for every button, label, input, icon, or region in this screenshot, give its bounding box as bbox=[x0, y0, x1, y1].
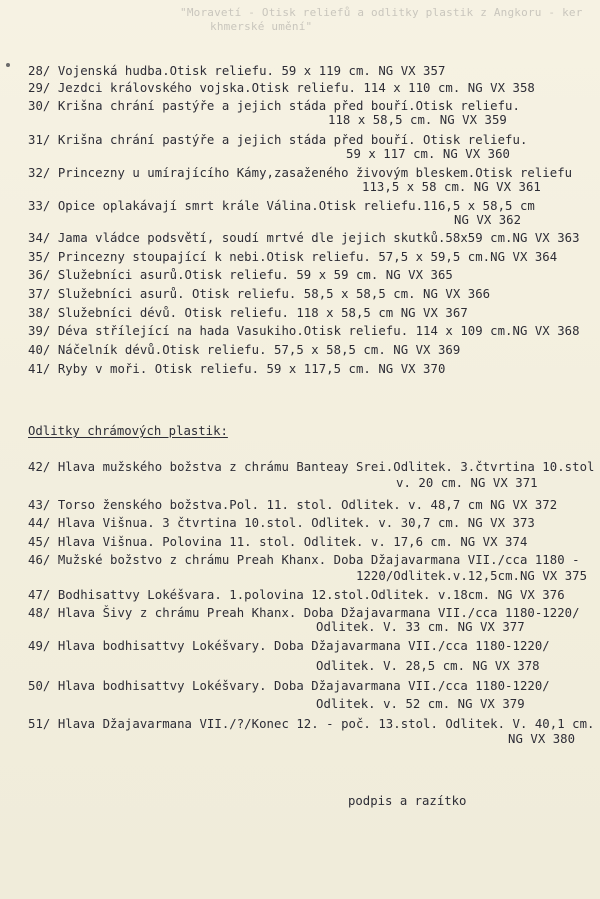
entry-50: 50/ Hlava bodhisattvy Lokéšvary. Doba Džajavarmana VII./cca 1180-1220/ bbox=[28, 679, 550, 693]
entry-35: 35/ Princezny stoupající k nebi.Otisk reliefu. 57,5 x 59,5 cm.NG VX 364 bbox=[28, 250, 558, 264]
entry-42: 42/ Hlava mužského božstva z chrámu Banteay Srei.Odlitek. 3.čtvrtina 10.stol bbox=[28, 460, 595, 474]
entry-31: 31/ Krišna chrání pastýře a jejich stáda před bouří. Otisk reliefu. bbox=[28, 133, 528, 147]
entry-30: 30/ Krišna chrání pastýře a jejich stáda před bouří.Otisk reliefu. bbox=[28, 99, 520, 113]
entry-39: 39/ Déva střílející na hada Vasukiho.Otisk reliefu. 114 x 109 cm.NG VX 368 bbox=[28, 324, 580, 338]
entry-43: 43/ Torso ženského božstva.Pol. 11. stol. Odlitek. v. 48,7 cm NG VX 372 bbox=[28, 498, 558, 512]
entry-31-cont: 59 x 117 cm. NG VX 360 bbox=[346, 147, 510, 161]
signature-label: podpis a razítko bbox=[348, 794, 467, 808]
margin-mark bbox=[6, 63, 10, 67]
entry-29: 29/ Jezdci královského vojska.Otisk reliefu. 114 x 110 cm. NG VX 358 bbox=[28, 81, 535, 95]
entry-28: 28/ Vojenská hudba.Otisk reliefu. 59 x 119 cm. NG VX 357 bbox=[28, 64, 446, 78]
entry-46: 46/ Mužské božstvo z chrámu Preah Khanx. Doba Džajavarmana VII./cca 1180 - bbox=[28, 553, 580, 567]
entry-48-cont: Odlitek. V. 33 cm. NG VX 377 bbox=[316, 620, 525, 634]
entry-46-cont: 1220/Odlitek.v.12,5cm.NG VX 375 bbox=[356, 569, 588, 583]
ghost-header-line-1: "Moravetí - Otisk reliefů a odlitky plastik z Angkoru - ker bbox=[180, 6, 583, 19]
entry-30-cont: 118 x 58,5 cm. NG VX 359 bbox=[328, 113, 507, 127]
entry-50-cont: Odlitek. v. 52 cm. NG VX 379 bbox=[316, 697, 525, 711]
entry-47: 47/ Bodhisattvy Lokéšvara. 1.polovina 12.stol.Odlitek. v.18cm. NG VX 376 bbox=[28, 588, 565, 602]
entry-32: 32/ Princezny u umírajícího Kámy,zasaženého živovým bleskem.Otisk reliefu bbox=[28, 166, 573, 180]
entry-51: 51/ Hlava Džajavarmana VII./?/Konec 12. - poč. 13.stol. Odlitek. V. 40,1 cm. bbox=[28, 717, 595, 731]
entry-32-cont: 113,5 x 58 cm. NG VX 361 bbox=[362, 180, 541, 194]
entry-48: 48/ Hlava Šivy z chrámu Preah Khanx. Doba Džajavarmana VII./cca 1180-1220/ bbox=[28, 606, 580, 620]
entry-45: 45/ Hlava Višnua. Polovina 11. stol. Odlitek. v. 17,6 cm. NG VX 374 bbox=[28, 535, 528, 549]
entry-49: 49/ Hlava bodhisattvy Lokéšvary. Doba Džajavarmana VII./cca 1180-1220/ bbox=[28, 639, 550, 653]
entry-33-cont: NG VX 362 bbox=[454, 213, 522, 227]
entry-49-cont: Odlitek. V. 28,5 cm. NG VX 378 bbox=[316, 659, 540, 673]
entry-51-cont: NG VX 380 bbox=[508, 732, 576, 746]
entry-42-cont: v. 20 cm. NG VX 371 bbox=[396, 476, 538, 490]
entry-33: 33/ Opice oplakávají smrt krále Válina.Otisk reliefu.116,5 x 58,5 cm bbox=[28, 199, 535, 213]
entry-38: 38/ Služebníci dévů. Otisk reliefu. 118 x 58,5 cm NG VX 367 bbox=[28, 306, 468, 320]
section-heading: Odlitky chrámových plastik: bbox=[28, 424, 228, 438]
entry-41: 41/ Ryby v moři. Otisk reliefu. 59 x 117,5 cm. NG VX 370 bbox=[28, 362, 446, 376]
entry-34: 34/ Jama vládce podsvětí, soudí mrtvé dle jejich skutků.58x59 cm.NG VX 363 bbox=[28, 231, 580, 245]
entry-36: 36/ Služebníci asurů.Otisk reliefu. 59 x 59 cm. NG VX 365 bbox=[28, 268, 453, 282]
ghost-header-line-2: khmerské umění" bbox=[210, 20, 313, 33]
entry-37: 37/ Služebníci asurů. Otisk reliefu. 58,5 x 58,5 cm. NG VX 366 bbox=[28, 287, 491, 301]
entry-40: 40/ Náčelník dévů.Otisk reliefu. 57,5 x 58,5 cm. NG VX 369 bbox=[28, 343, 461, 357]
entry-44: 44/ Hlava Višnua. 3 čtvrtina 10.stol. Odlitek. v. 30,7 cm. NG VX 373 bbox=[28, 516, 535, 530]
